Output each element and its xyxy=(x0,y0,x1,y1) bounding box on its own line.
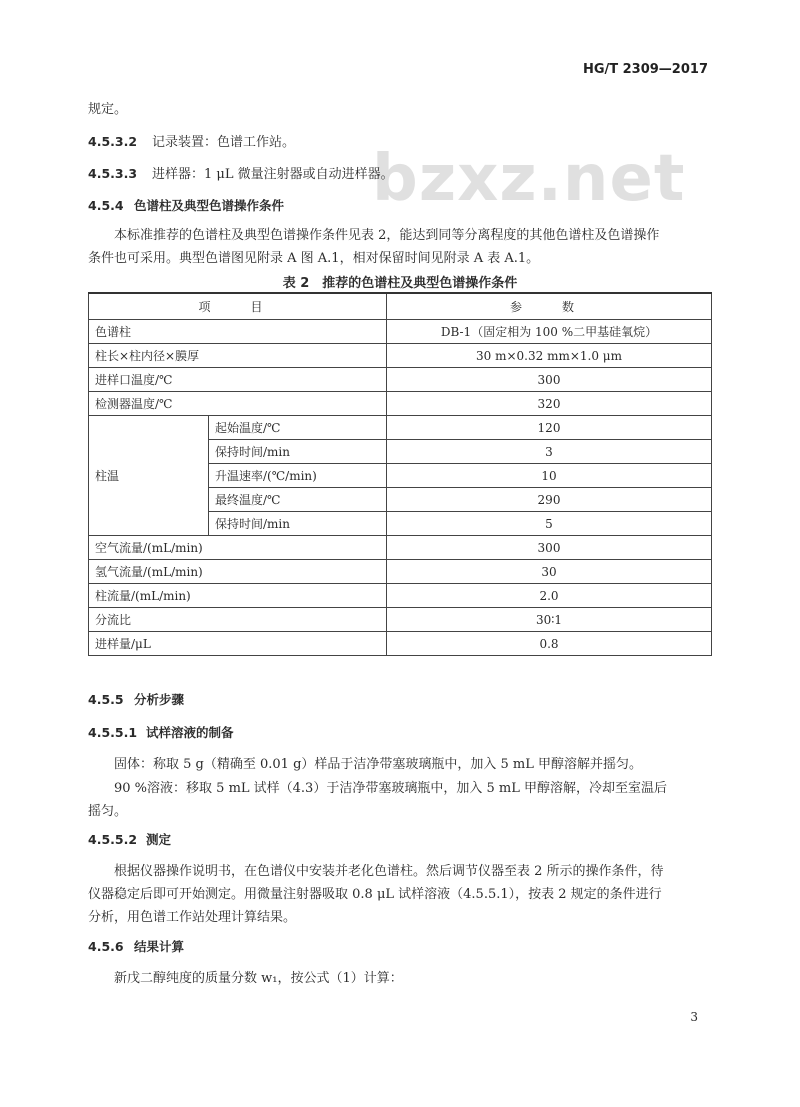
section-4-5-5-2 xyxy=(88,830,171,848)
standard-number: HG/T 2309—2017 xyxy=(582,62,708,77)
paragraph-line: 本标准推荐的色谱柱及典型色谱操作条件见表 2，能达到同等分离程度的其他色谱柱及色谱操作 xyxy=(114,228,660,243)
sub-item-cell: 升温速率/(℃/min) xyxy=(209,464,387,488)
table-row xyxy=(89,560,712,584)
paragraph-line: 摇匀。 xyxy=(88,804,128,819)
section-number: 4.5.5.2 xyxy=(88,832,138,847)
header-item: 项 目 xyxy=(89,293,387,320)
value-cell: 300 xyxy=(387,536,712,560)
item-cell: 色谱柱 xyxy=(89,320,387,344)
header-param: 参 数 xyxy=(387,293,712,320)
table-caption: 表 2 推荐的色谱柱及典型色谱操作条件 xyxy=(282,276,518,291)
value-cell: 30∶1 xyxy=(387,608,712,632)
item-cell: 进样口温度/℃ xyxy=(89,368,387,392)
section-title: 色谱柱及典型色谱操作条件 xyxy=(134,198,285,213)
section-4-5-6 xyxy=(88,937,184,955)
watermark: bzxz.net xyxy=(372,142,686,216)
value-cell: 30 xyxy=(387,560,712,584)
table-row xyxy=(89,344,712,368)
page-number: 3 xyxy=(690,1010,698,1024)
sub-item-cell: 保持时间/min xyxy=(209,512,387,536)
item-cell: 柱长×柱内径×膜厚 xyxy=(89,344,387,368)
value-cell: 290 xyxy=(387,488,712,512)
value-cell: 2.0 xyxy=(387,584,712,608)
table-row xyxy=(89,536,712,560)
item-cell: 分流比 xyxy=(89,608,387,632)
paragraph-line: 90 %溶液：移取 5 mL 试样（4.3）于洁净带塞玻璃瓶中，加入 5 mL 甲醇溶解，冷却至室温后 xyxy=(114,781,667,796)
section-title: 测定 xyxy=(146,832,172,847)
section-number: 4.5.5.1 xyxy=(88,725,138,740)
section-number: 4.5.6 xyxy=(88,939,124,954)
table-row xyxy=(89,392,712,416)
value-cell: 5 xyxy=(387,512,712,536)
continued-text: 规定。 xyxy=(88,102,128,117)
value-cell: DB-1（固定相为 100 %二甲基硅氧烷） xyxy=(387,320,712,344)
section-4-5-5 xyxy=(88,690,184,708)
section-title: 试样溶液的制备 xyxy=(146,725,234,740)
value-cell: 0.8 xyxy=(387,632,712,656)
section-title: 分析步骤 xyxy=(134,692,185,707)
clause-text: 记录装置：色谱工作站。 xyxy=(152,135,296,150)
item-cell: 空气流量/(mL/min) xyxy=(89,536,387,560)
column-temp-label: 柱温 xyxy=(89,416,209,536)
paragraph-line: 新戊二醇纯度的质量分数 w₁，按公式（1）计算： xyxy=(114,971,403,986)
table-row xyxy=(89,368,712,392)
table-row xyxy=(89,608,712,632)
paragraph-line: 固体：称取 5 g（精确至 0.01 g）样品于洁净带塞玻璃瓶中，加入 5 mL 甲醇溶解并摇匀。 xyxy=(114,757,643,772)
clause-4-5-3-3 xyxy=(88,163,394,182)
clause-4-5-3-2 xyxy=(88,131,295,150)
paragraph-line: 仪器稳定后即可开始测定。用微量注射器吸取 0.8 μL 试样溶液（4.5.5.1），按表 2 规定的条件进行 xyxy=(88,887,662,902)
clause-text: 进样器：1 μL 微量注射器或自动进样器。 xyxy=(152,167,394,182)
paragraph-line: 条件也可采用。典型色谱图见附录 A 图 A.1，相对保留时间见附录 A 表 A.1。 xyxy=(88,251,540,266)
table-row xyxy=(89,632,712,656)
value-cell: 30 m×0.32 mm×1.0 μm xyxy=(387,344,712,368)
table-row xyxy=(89,320,712,344)
item-cell: 检测器温度/℃ xyxy=(89,392,387,416)
section-number: 4.5.5 xyxy=(88,692,124,707)
section-title: 结果计算 xyxy=(134,939,185,954)
value-cell: 120 xyxy=(387,416,712,440)
value-cell: 10 xyxy=(387,464,712,488)
section-number: 4.5.4 xyxy=(88,198,124,213)
table-header-row xyxy=(89,293,712,320)
clause-number: 4.5.3.3 xyxy=(88,166,138,181)
paragraph-line: 根据仪器操作说明书，在色谱仪中安装并老化色谱柱。然后调节仪器至表 2 所示的操作条件，待 xyxy=(114,864,664,879)
sub-item-cell: 起始温度/℃ xyxy=(209,416,387,440)
value-cell: 3 xyxy=(387,440,712,464)
table-row xyxy=(89,584,712,608)
clause-number: 4.5.3.2 xyxy=(88,134,138,149)
table-row xyxy=(89,416,712,440)
paragraph-line: 分析，用色谱工作站处理计算结果。 xyxy=(88,910,297,925)
conditions-table xyxy=(88,292,712,656)
value-cell: 300 xyxy=(387,368,712,392)
sub-item-cell: 保持时间/min xyxy=(209,440,387,464)
item-cell: 进样量/μL xyxy=(89,632,387,656)
item-cell: 柱流量/(mL/min) xyxy=(89,584,387,608)
section-4-5-5-1 xyxy=(88,723,234,741)
section-4-5-4 xyxy=(88,196,284,214)
sub-item-cell: 最终温度/℃ xyxy=(209,488,387,512)
item-cell: 氢气流量/(mL/min) xyxy=(89,560,387,584)
value-cell: 320 xyxy=(387,392,712,416)
